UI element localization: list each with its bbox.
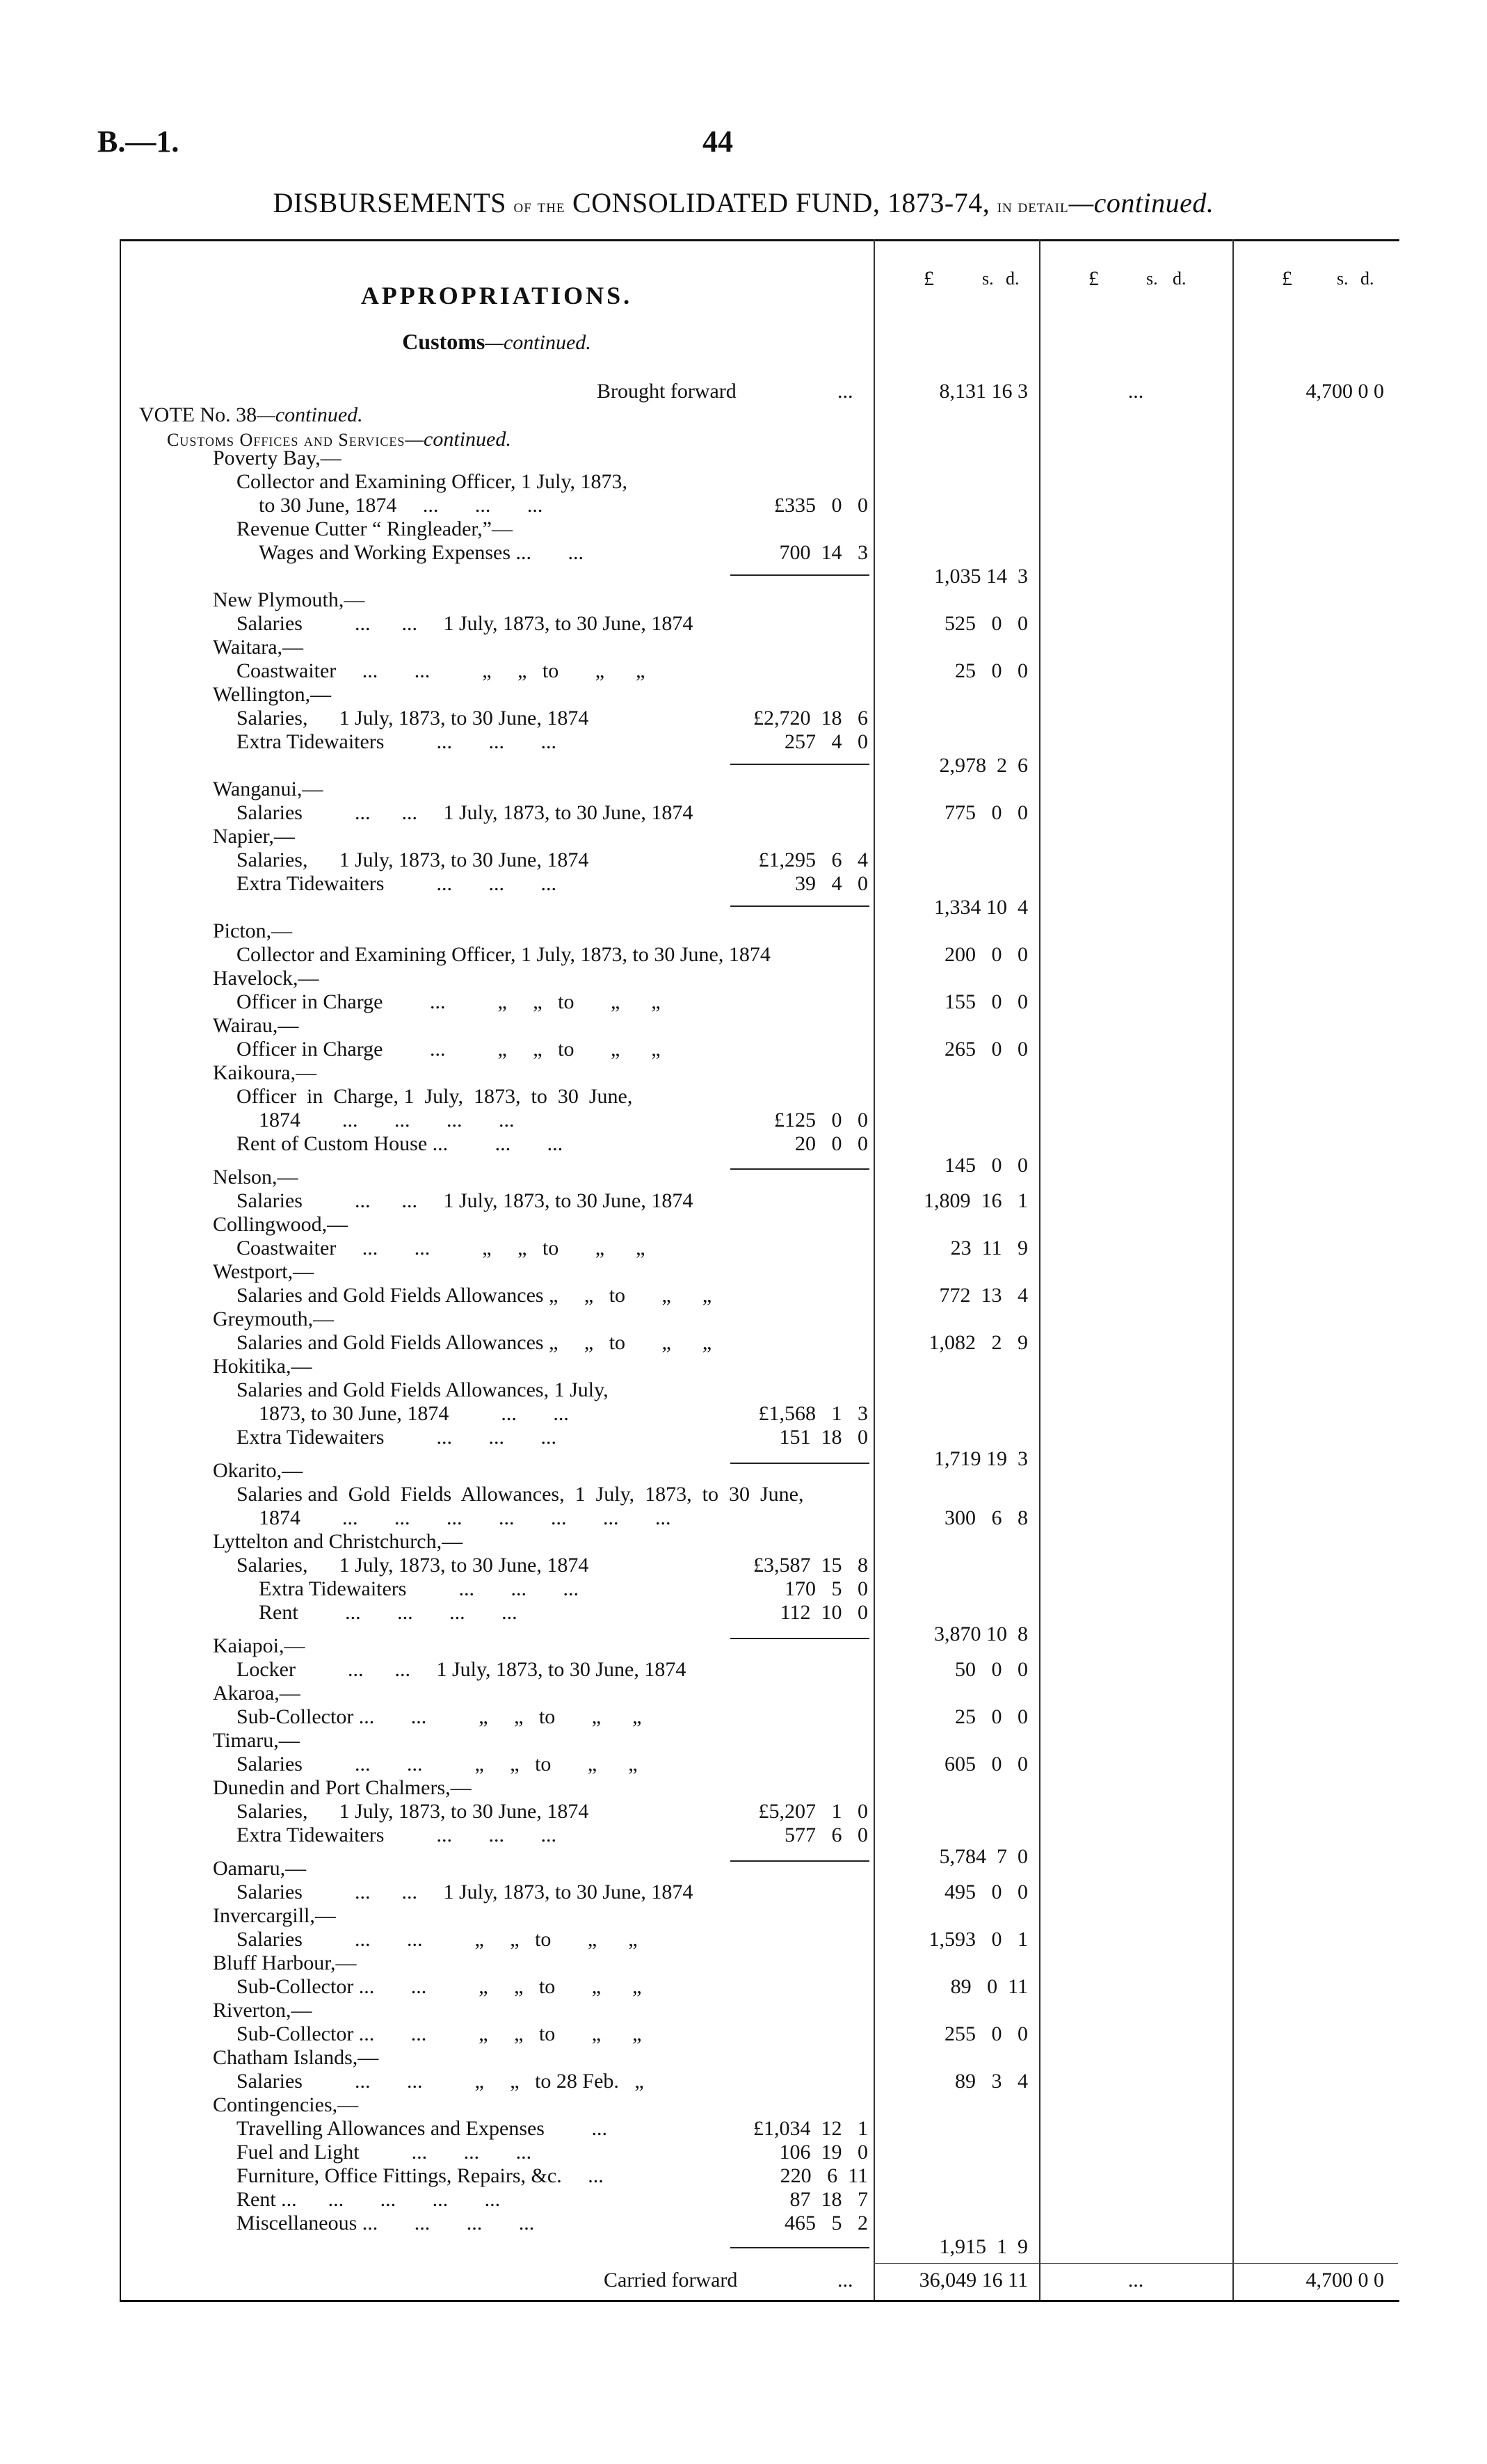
line-text: Wages and Working Expenses ... ...	[259, 541, 584, 564]
line-text: Extra Tidewaiters ... ... ...	[236, 730, 556, 753]
line-text: Wairau,—	[213, 1014, 299, 1037]
line-text: Salaries ... ... 1 July, 1873, to 30 June, 1874	[236, 1881, 693, 1903]
col1-pence-header: d.	[1006, 268, 1020, 289]
brought-forward-dots: ...	[837, 380, 853, 403]
customs-offices-label: Customs Offices and Services	[167, 430, 405, 450]
subtotal-rule	[730, 764, 869, 765]
line-amount: 200 0 0	[945, 943, 1028, 966]
col1-shilling-header: s.	[982, 268, 994, 289]
line-text: Oamaru,—	[213, 1857, 307, 1880]
carried-forward-rule	[874, 2263, 1398, 2264]
sub-amount: £1,295 6 4	[758, 848, 868, 871]
subtotal-amount: 1,915 1 9	[939, 2235, 1028, 2258]
line-amount: 25 0 0	[955, 659, 1028, 682]
title-continued: —continued.	[1068, 187, 1214, 218]
line-text: to 30 June, 1874 ... ... ...	[259, 494, 543, 517]
sub-amount: £1,034 12 1	[753, 2117, 868, 2140]
line-amount: 1,593 0 1	[929, 1928, 1028, 1951]
line-text: Dunedin and Port Chalmers,—	[213, 1776, 472, 1799]
column-divider-3	[1232, 239, 1234, 2300]
line-text: Rent ... ... ... ... ...	[236, 2188, 501, 2211]
brought-forward-label: Brought forward	[597, 380, 737, 403]
line-text: Travelling Allowances and Expenses ...	[236, 2117, 607, 2140]
subtotal-rule	[730, 905, 869, 907]
line-text: Salaries, 1 July, 1873, to 30 June, 1874	[236, 1554, 589, 1577]
line-text: 1874 ... ... ... ...	[259, 1109, 515, 1132]
line-text: Invercargill,—	[213, 1904, 336, 1927]
sub-amount: 151 18 0	[779, 1426, 868, 1449]
line-amount: 1,082 2 9	[929, 1331, 1028, 1354]
subtotal-rule	[730, 1463, 869, 1464]
line-text: Extra Tidewaiters ... ... ...	[259, 1577, 579, 1600]
subtotal-rule	[730, 1168, 869, 1170]
sub-amount: 465 5 2	[785, 2212, 868, 2234]
sub-amount: £125 0 0	[774, 1109, 868, 1132]
line-text: Wellington,—	[213, 683, 332, 706]
col3-shilling-header: s.	[1337, 268, 1349, 289]
line-amount: 25 0 0	[955, 1705, 1028, 1728]
line-text: Salaries and Gold Fields Allowances „ „ to „ „	[236, 1331, 712, 1354]
line-text: Extra Tidewaiters ... ... ...	[236, 872, 556, 895]
line-text: Salaries ... ... 1 July, 1873, to 30 June, 1874	[236, 612, 693, 635]
subtotal-rule	[730, 1860, 869, 1862]
line-amount: 23 11 9	[950, 1237, 1028, 1259]
line-text: Salaries, 1 July, 1873, to 30 June, 1874	[236, 848, 589, 871]
line-text: Revenue Cutter “ Ringleader,”—	[236, 517, 513, 540]
line-text: Coastwaiter ... ... „ „ to „ „	[236, 659, 645, 682]
line-text: Kaiapoi,—	[213, 1634, 305, 1657]
customs-offices-continued: —continued.	[405, 428, 511, 451]
sub-amount: 112 10 0	[780, 1601, 868, 1624]
line-text: Greymouth,—	[213, 1307, 335, 1330]
carried-forward-dots: ...	[837, 2269, 853, 2292]
line-text: Miscellaneous ... ... ... ...	[236, 2212, 535, 2234]
sub-amount: £5,207 1 0	[758, 1800, 868, 1823]
col3-pound-header: £	[1282, 267, 1292, 290]
line-text: Kaikoura,—	[213, 1061, 317, 1084]
subtotal-amount: 1,334 10 4	[934, 896, 1028, 919]
line-text: Extra Tidewaiters ... ... ...	[236, 1823, 556, 1846]
line-amount: 1,809 16 1	[924, 1189, 1028, 1212]
line-text: Extra Tidewaiters ... ... ...	[236, 1426, 556, 1449]
line-text: Salaries, 1 July, 1873, to 30 June, 1874	[236, 707, 589, 730]
subtotal-rule	[730, 2247, 869, 2248]
subtotal-rule	[730, 1638, 869, 1639]
line-amount: 255 0 0	[945, 2022, 1028, 2045]
column-divider-2	[1039, 239, 1040, 2300]
line-text: Salaries and Gold Fields Allowances, 1 July,	[236, 1378, 609, 1401]
customs-label: Customs	[402, 329, 485, 354]
line-text: Bluff Harbour,—	[213, 1951, 357, 1974]
line-amount: 265 0 0	[945, 1038, 1028, 1061]
line-text: Hokitika,—	[213, 1355, 312, 1378]
line-amount: 300 6 8	[945, 1506, 1028, 1529]
col2-shilling-header: s.	[1146, 268, 1158, 289]
vote-heading	[139, 403, 363, 427]
line-text: Salaries ... ... „ „ to „ „	[236, 1928, 638, 1951]
line-text: Salaries ... ... 1 July, 1873, to 30 June, 1874	[236, 801, 693, 824]
line-text: Fuel and Light ... ... ...	[236, 2141, 532, 2164]
line-amount: 775 0 0	[945, 801, 1028, 824]
sub-amount: £3,587 15 8	[753, 1554, 868, 1577]
brought-forward-col3: 4,700 0 0	[1305, 380, 1384, 403]
line-text: Officer in Charge ... „ „ to „ „	[236, 1038, 661, 1061]
line-text: Salaries and Gold Fields Allowances „ „ to „ „	[236, 1284, 712, 1307]
line-text: Salaries ... ... „ „ to „ „	[236, 1753, 638, 1775]
line-text: Akaroa,—	[213, 1682, 300, 1705]
sub-amount: £335 0 0	[774, 494, 868, 517]
line-text: Timaru,—	[213, 1729, 300, 1752]
col2-pence-header: d.	[1173, 268, 1187, 289]
line-amount: 155 0 0	[945, 990, 1028, 1013]
line-text: Officer in Charge, 1 July, 1873, to 30 June,	[236, 1085, 633, 1108]
page-title	[0, 186, 1487, 219]
line-text: Okarito,—	[213, 1459, 303, 1482]
carried-forward-col2: ...	[1127, 2269, 1144, 2292]
line-text: Sub-Collector ... ... „ „ to „ „	[236, 1975, 642, 1998]
line-text: Waitara,—	[213, 636, 304, 659]
title-in-detail: in detail	[997, 195, 1069, 216]
line-text: Coastwaiter ... ... „ „ to „ „	[236, 1237, 645, 1259]
title-fund: CONSOLIDATED FUND, 1873-74,	[572, 187, 990, 218]
col3-pence-header: d.	[1360, 268, 1374, 289]
page-number: 44	[702, 124, 733, 159]
col1-pound-header: £	[924, 267, 934, 290]
title-of-the: of the	[513, 195, 565, 216]
carried-forward-label: Carried forward	[604, 2269, 738, 2292]
brought-forward-col2: ...	[1127, 380, 1144, 403]
line-text: Wanganui,—	[213, 778, 323, 800]
sub-amount: 39 4 0	[795, 872, 868, 895]
line-amount: 89 3 4	[955, 2070, 1028, 2093]
line-text: Rent ... ... ... ...	[259, 1601, 517, 1624]
subtotal-amount: 5,784 7 0	[939, 1845, 1028, 1868]
sub-amount: 170 5 0	[785, 1577, 868, 1600]
line-amount: 605 0 0	[945, 1753, 1028, 1775]
line-text: Collector and Examining Officer, 1 July, 1873,	[236, 470, 628, 493]
subtotal-amount: 145 0 0	[945, 1154, 1028, 1177]
line-text: Sub-Collector ... ... „ „ to „ „	[236, 1705, 642, 1728]
line-text: New Plymouth,—	[213, 588, 365, 611]
subtotal-amount: 2,978 2 6	[939, 754, 1028, 777]
subtotal-rule	[730, 574, 869, 576]
subtotal-amount: 1,719 19 3	[934, 1447, 1028, 1470]
line-text: Chatham Islands,—	[213, 2046, 379, 2069]
sub-amount: 106 19 0	[779, 2141, 868, 2164]
line-text: Riverton,—	[213, 1999, 312, 2022]
customs-heading	[120, 330, 874, 355]
carried-forward-amount: 36,049 16 11	[919, 2269, 1028, 2292]
subtotal-amount: 3,870 10 8	[934, 1622, 1028, 1645]
sub-amount: 87 18 7	[789, 2188, 868, 2211]
line-text: Collector and Examining Officer, 1 July, 1873, to 30 June, 1874	[236, 943, 771, 966]
line-text: Westport,—	[213, 1260, 314, 1283]
line-text: Officer in Charge ... „ „ to „ „	[236, 990, 661, 1013]
sub-amount: £2,720 18 6	[753, 707, 868, 730]
line-amount: 495 0 0	[945, 1881, 1028, 1903]
document-reference: B.—1.	[97, 124, 179, 159]
line-text: Salaries, 1 July, 1873, to 30 June, 1874	[236, 1800, 589, 1823]
line-text: Locker ... ... 1 July, 1873, to 30 June, 1874	[236, 1658, 686, 1681]
customs-continued: —continued.	[485, 331, 591, 354]
line-text: Salaries and Gold Fields Allowances, 1 July, 1873, to 30 June,	[236, 1483, 804, 1506]
line-text: Sub-Collector ... ... „ „ to „ „	[236, 2022, 642, 2045]
carried-forward-col3: 4,700 0 0	[1305, 2269, 1384, 2292]
line-text: Picton,—	[213, 919, 293, 942]
title-main: DISBURSEMENTS	[273, 187, 507, 218]
sub-amount: 220 6 11	[780, 2164, 868, 2187]
sub-amount: 700 14 3	[779, 541, 868, 564]
line-text: Salaries ... ... „ „ to 28 Feb. „	[236, 2070, 644, 2093]
line-text: Napier,—	[213, 825, 295, 848]
line-text: Rent of Custom House ... ... ...	[236, 1132, 563, 1155]
col2-pound-header: £	[1088, 267, 1099, 290]
brought-forward-amount: 8,131 16 3	[939, 380, 1028, 403]
sub-amount: 257 4 0	[785, 730, 868, 753]
line-text: Havelock,—	[213, 967, 319, 990]
line-amount: 50 0 0	[955, 1658, 1028, 1681]
appropriations-heading: APPROPRIATIONS.	[360, 282, 633, 309]
line-text: Salaries ... ... 1 July, 1873, to 30 June, 1874	[236, 1189, 693, 1212]
line-text: Collingwood,—	[213, 1213, 348, 1236]
line-text: Contingencies,—	[213, 2093, 359, 2116]
subtotal-amount: 1,035 14 3	[934, 565, 1028, 588]
line-text: 1874 ... ... ... ... ... ... ...	[259, 1506, 671, 1529]
line-amount: 772 13 4	[939, 1284, 1028, 1307]
line-amount: 89 0 11	[950, 1975, 1028, 1998]
sub-amount: 577 6 0	[785, 1823, 868, 1846]
line-text: Furniture, Office Fittings, Repairs, &c. ...	[236, 2164, 604, 2187]
line-text: Poverty Bay,—	[213, 446, 341, 469]
line-amount: 525 0 0	[945, 612, 1028, 635]
line-text: 1873, to 30 June, 1874 ... ...	[259, 1402, 569, 1425]
vote-continued: —continued.	[257, 403, 363, 426]
line-text: Lyttelton and Christchurch,—	[213, 1530, 463, 1553]
line-text: Nelson,—	[213, 1166, 298, 1189]
vote-number: VOTE No. 38	[139, 403, 257, 426]
sub-amount: £1,568 1 3	[758, 1402, 868, 1425]
sub-amount: 20 0 0	[795, 1132, 868, 1155]
